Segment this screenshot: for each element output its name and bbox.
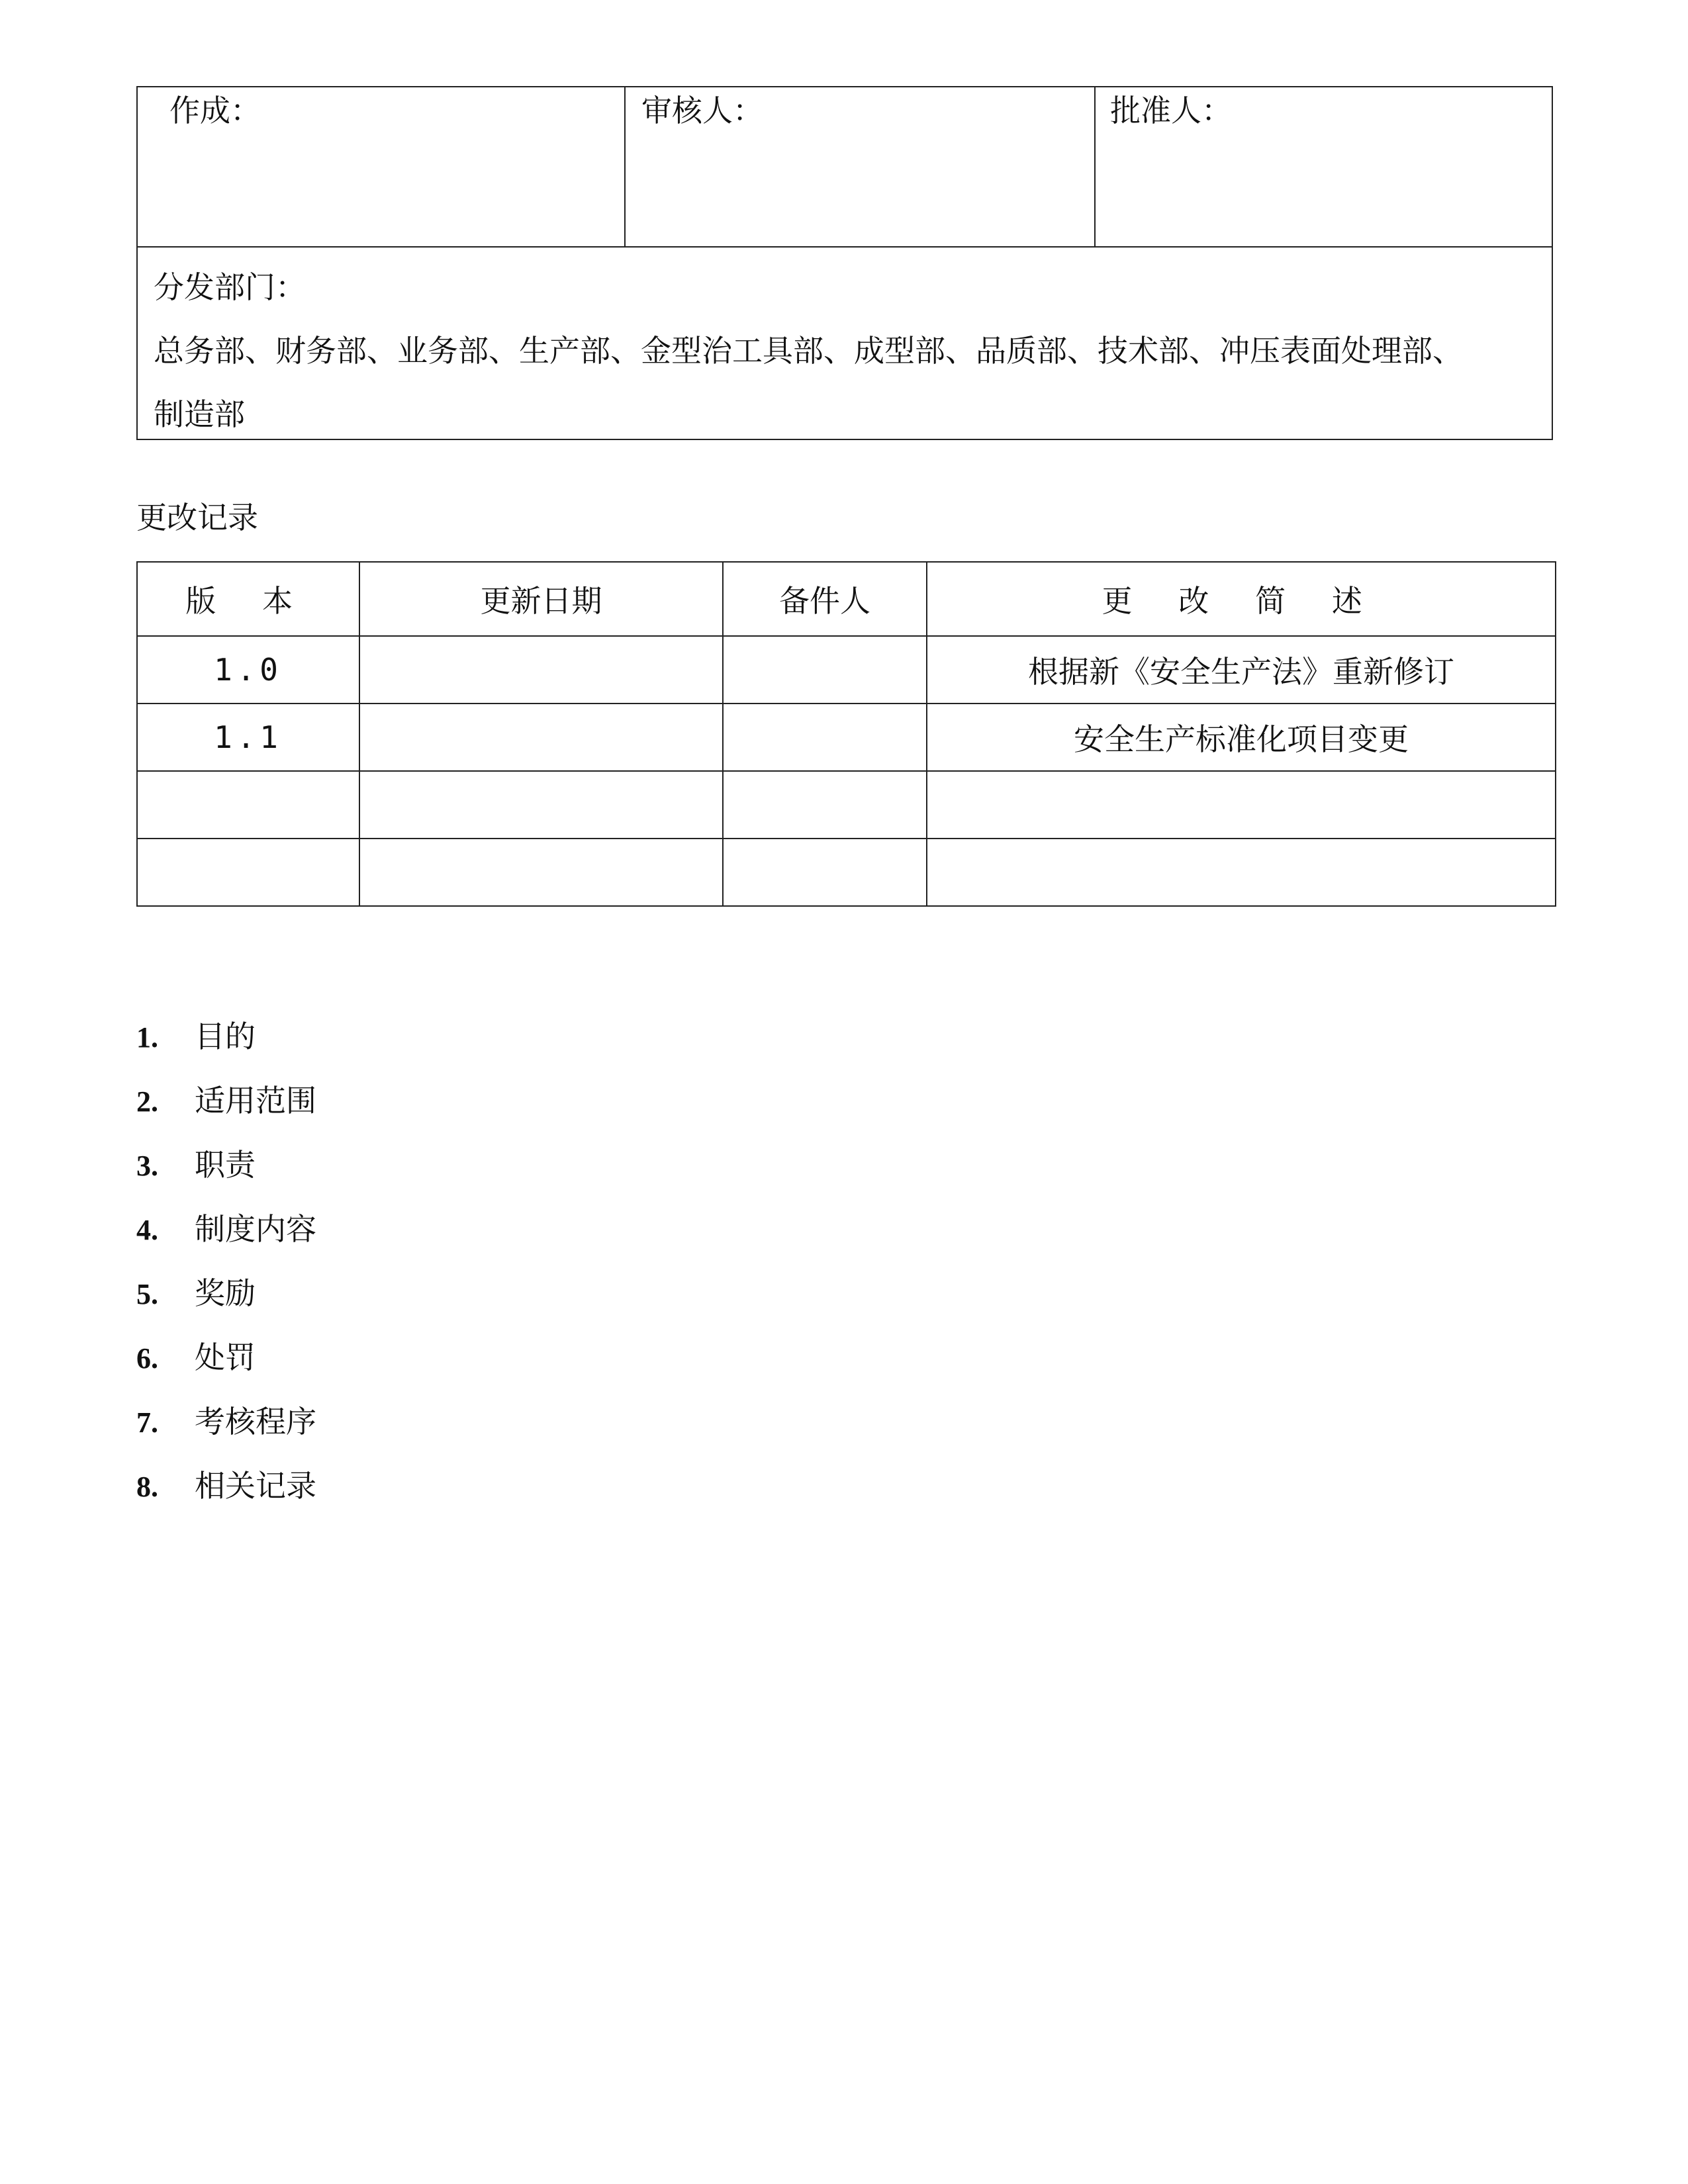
toc-item-number: 4. [136, 1214, 158, 1246]
author-label: 作成： [169, 93, 261, 128]
approver-cell [1096, 87, 1553, 246]
cell-update-date [359, 839, 723, 906]
cell-version [137, 771, 359, 839]
change-record-header-row [137, 562, 1556, 636]
cell-change-summary: 根据新《安全生产法》重新修订 [927, 636, 1556, 704]
cell-prepared-by [723, 636, 927, 704]
toc-item-title: 处罚 [195, 1340, 256, 1375]
toc-item-title: 相关记录 [195, 1468, 316, 1504]
toc-item [136, 1145, 316, 1209]
table-of-contents [136, 1017, 316, 1530]
approver-label: 批准人： [1110, 93, 1232, 128]
cell-change-summary: 安全生产标准化项目变更 [927, 704, 1556, 771]
distribution-departments-line-1: 总务部、财务部、业务部、生产部、金型治工具部、成型部、品质部、技术部、冲压表面处理部、 [154, 333, 1463, 369]
header-update-date: 更新日期 [359, 562, 723, 636]
change-record-table [136, 561, 1556, 907]
header-prepared-by: 备件人 [723, 562, 927, 636]
cell-update-date [359, 636, 723, 704]
header-change-summary: 更 改 简 述 [927, 562, 1556, 636]
table-row [137, 839, 1556, 906]
toc-item-title: 适用范围 [195, 1083, 316, 1118]
cell-change-summary [927, 839, 1556, 906]
header-version: 版 本 [137, 562, 359, 636]
toc-item [136, 1338, 316, 1402]
approval-signature-row [138, 87, 1552, 248]
distribution-label: 分发部门： [154, 269, 306, 305]
cell-prepared-by [723, 771, 927, 839]
toc-item-number: 3. [136, 1150, 158, 1182]
cell-prepared-by [723, 839, 927, 906]
toc-item-title: 制度内容 [195, 1211, 316, 1247]
toc-item [136, 1209, 316, 1273]
author-cell [138, 87, 626, 246]
cell-prepared-by [723, 704, 927, 771]
toc-item [136, 1466, 316, 1530]
toc-item [136, 1081, 316, 1145]
cell-update-date [359, 771, 723, 839]
toc-item-title: 目的 [195, 1019, 256, 1054]
distribution-departments-line-2: 制造部 [154, 396, 245, 432]
change-record-title: 更改记录 [136, 500, 258, 535]
toc-item-number: 6. [136, 1342, 158, 1375]
toc-item-number: 5. [136, 1278, 158, 1310]
toc-item-title: 职责 [195, 1147, 256, 1183]
reviewer-cell [626, 87, 1096, 246]
toc-item-number: 7. [136, 1406, 158, 1439]
distribution-section [154, 255, 1544, 446]
cell-update-date [359, 704, 723, 771]
toc-item [136, 1402, 316, 1466]
toc-item [136, 1017, 316, 1081]
cell-version: 1.0 [137, 636, 359, 704]
cell-version [137, 839, 359, 906]
approval-table [136, 86, 1553, 440]
cell-version: 1.1 [137, 704, 359, 771]
toc-item-title: 考核程序 [195, 1404, 316, 1439]
toc-item-number: 2. [136, 1085, 158, 1118]
cell-change-summary [927, 771, 1556, 839]
toc-item-title: 奖励 [195, 1275, 256, 1311]
toc-item-number: 8. [136, 1471, 158, 1503]
toc-item [136, 1273, 316, 1338]
table-row [137, 704, 1556, 771]
reviewer-label: 审核人： [641, 93, 763, 128]
table-row [137, 771, 1556, 839]
toc-item-number: 1. [136, 1021, 158, 1054]
table-row [137, 636, 1556, 704]
